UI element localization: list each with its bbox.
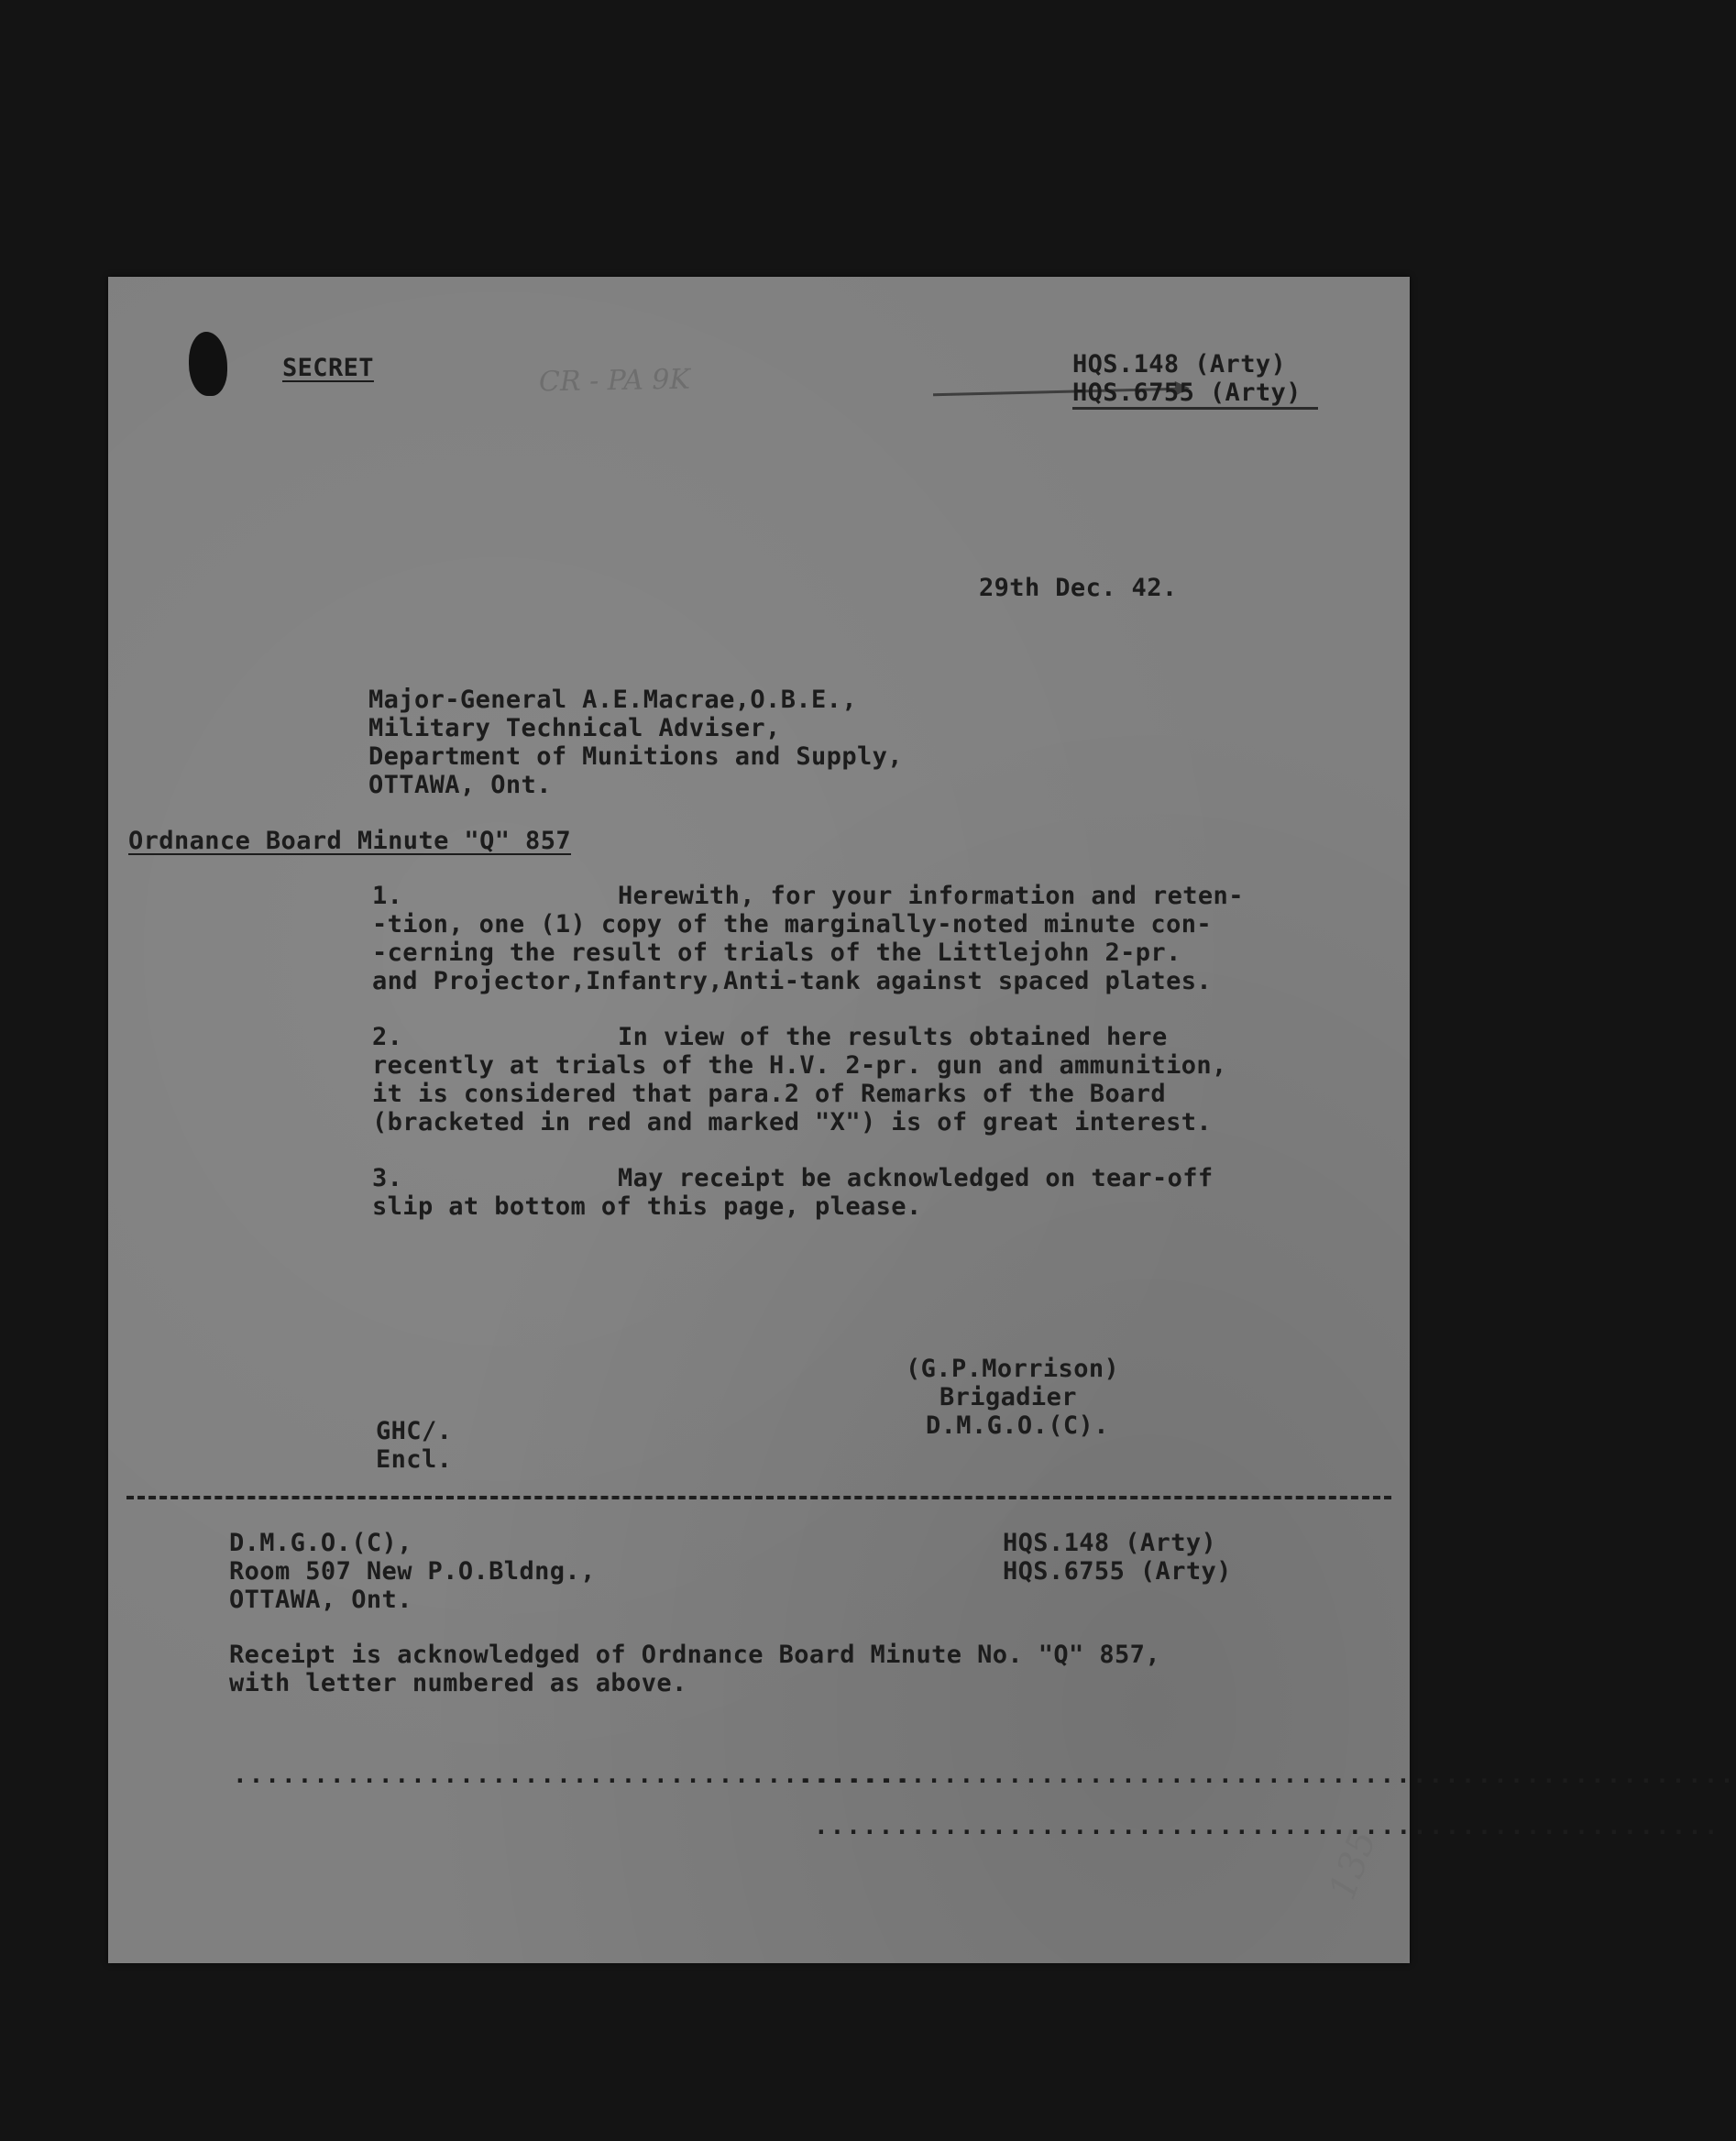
receipt-text-line: Receipt is acknowledged of Ordnance Board Minute No. "Q" 857,	[229, 1641, 1160, 1669]
addressee-line: Military Technical Adviser,	[368, 714, 781, 742]
handwritten-page-number: 135	[1321, 1825, 1385, 1905]
slip-address-line: Room 507 New P.O.Bldng.,	[229, 1557, 596, 1586]
enclosure-note: Encl.	[376, 1445, 453, 1474]
tear-off-cut-line	[126, 1496, 1391, 1499]
addressee-line: OTTAWA, Ont.	[368, 771, 552, 799]
slip-file-ref-2: HQS.6755 (Arty)	[1003, 1557, 1232, 1586]
paragraph-line: slip at bottom of this page, please.	[372, 1192, 922, 1221]
addressee-line: Department of Munitions and Supply,	[368, 742, 903, 771]
letter-date: 29th Dec. 42.	[979, 574, 1178, 602]
signatory-rank: Brigadier	[939, 1383, 1077, 1411]
subject-line: Ordnance Board Minute "Q" 857	[128, 827, 572, 855]
signatory-name: (G.P.Morrison)	[906, 1355, 1120, 1383]
paragraph-line: recently at trials of the H.V. 2-pr. gun and ammunition,	[372, 1051, 1227, 1080]
paragraph-number: 3.	[372, 1164, 403, 1192]
document-page	[108, 277, 1736, 1963]
addressee-line: Major-General A.E.Macrae,O.B.E.,	[368, 686, 857, 714]
slip-file-ref-1: HQS.148 (Arty)	[1003, 1529, 1217, 1557]
file-ref-underline	[1072, 407, 1318, 410]
handwritten-header-note: CR - PA 9K	[538, 363, 691, 399]
signature-dotted-line: ..........................................	[233, 1762, 913, 1789]
name-dotted-line: ..........................................................	[797, 1762, 1736, 1789]
ink-blot	[189, 332, 227, 396]
paragraph-line: May receipt be acknowledged on tear-off	[618, 1164, 1214, 1192]
paragraph-number: 2.	[372, 1023, 403, 1051]
file-ref-1: HQS.148 (Arty)	[1072, 350, 1287, 379]
paragraph-line: In view of the results obtained here	[618, 1023, 1168, 1051]
classification-marking: SECRET	[282, 354, 374, 382]
paragraph-number: 1.	[372, 882, 403, 910]
paragraph-line: it is considered that para.2 of Remarks of the Board	[372, 1080, 1167, 1108]
file-ref-2: HQS.6755 (Arty)	[1072, 379, 1302, 407]
paragraph-line: (bracketed in red and marked "X") is of great interest.	[372, 1108, 1213, 1136]
typist-initials: GHC/.	[376, 1417, 453, 1445]
slip-address-line: D.M.G.O.(C),	[229, 1529, 412, 1557]
receipt-text-line: with letter numbered as above.	[229, 1669, 687, 1697]
date-dotted-line: ........................................................	[814, 1813, 1720, 1840]
signatory-office: D.M.G.O.(C).	[926, 1411, 1109, 1440]
paragraph-line: Herewith, for your information and reten-	[618, 882, 1244, 910]
paragraph-line: and Projector,Infantry,Anti-tank against spaced plates.	[372, 967, 1213, 995]
paragraph-line: -tion, one (1) copy of the marginally-noted minute con-	[372, 910, 1213, 939]
slip-address-line: OTTAWA, Ont.	[229, 1586, 412, 1614]
paragraph-line: -cerning the result of trials of the Littlejohn 2-pr.	[372, 939, 1181, 967]
